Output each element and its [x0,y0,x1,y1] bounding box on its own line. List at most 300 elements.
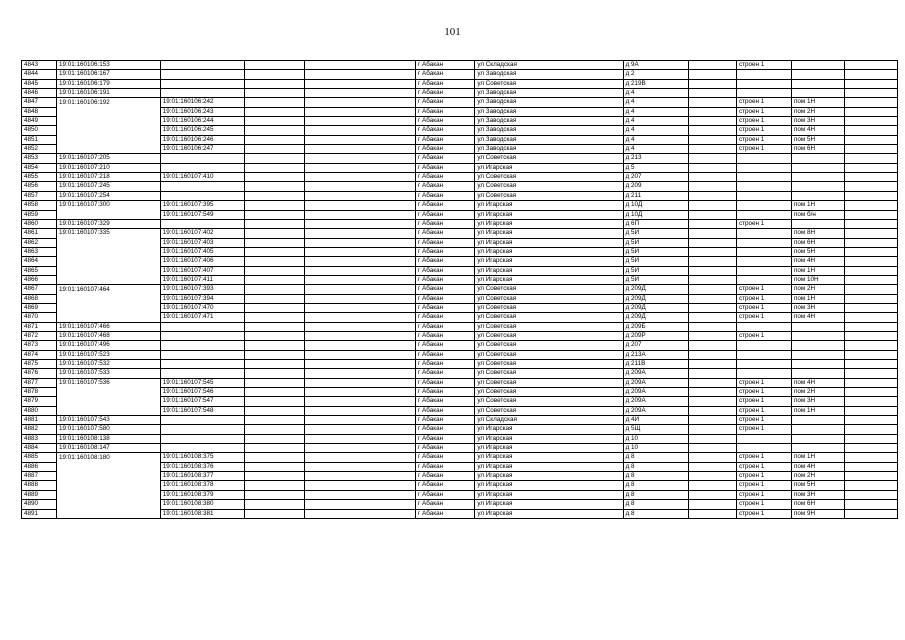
cadastral-number: 19:01:160108:376 [160,462,245,471]
house-cell: д 4И [623,416,689,425]
row-number: 4885 [22,453,57,462]
empty-cell [304,135,415,144]
row-number: 4876 [22,369,57,378]
row-number: 4862 [22,238,57,247]
city-cell: г Абакан [416,117,475,126]
row-number: 4883 [22,434,57,443]
empty-cell [304,313,415,322]
table-row [22,350,898,359]
house-cell: д 10Д [623,210,689,219]
city-cell: г Абакан [416,406,475,415]
table-row [22,79,898,88]
city-cell: г Абакан [416,490,475,499]
empty-cell [689,247,737,256]
row-number: 4870 [22,313,57,322]
empty-cell [689,509,737,518]
empty-cell [844,462,897,471]
city-cell: г Абакан [416,163,475,172]
cadastral-number: 19:01:160107:471 [160,313,245,322]
empty-cell [304,350,415,359]
empty-cell [689,107,737,116]
building-cell: строен 1 [736,98,791,107]
empty-cell [245,397,304,406]
row-number: 4852 [22,145,57,154]
row-number: 4869 [22,303,57,312]
city-cell: г Абакан [416,61,475,70]
city-cell: г Абакан [416,322,475,331]
empty-cell [844,303,897,312]
building-cell [736,322,791,331]
building-cell [736,182,791,191]
empty-cell [844,425,897,434]
table-row [22,89,898,98]
cadastral-number [160,191,245,200]
street-cell: ул Советская [475,154,623,163]
row-number: 4884 [22,444,57,453]
city-cell: г Абакан [416,294,475,303]
empty-cell [304,70,415,79]
building-cell: строен 1 [736,331,791,340]
page-number: 101 [444,26,461,38]
street-cell: ул Заводская [475,98,623,107]
city-cell: г Абакан [416,135,475,144]
city-cell: г Абакан [416,201,475,210]
building-cell: строен 1 [736,107,791,116]
house-cell: д 209Д [623,285,689,294]
table-row [22,509,898,518]
empty-cell [844,322,897,331]
row-number: 4872 [22,331,57,340]
room-cell: пом 2Н [792,472,845,481]
cadastral-number: 19:01:160107:402 [160,229,245,238]
table-row [22,462,898,471]
empty-cell [304,61,415,70]
street-cell: ул Советская [475,182,623,191]
empty-cell [304,79,415,88]
row-number: 4886 [22,462,57,471]
parent-cadastral-number: 19:01:160107:496 [56,341,160,350]
building-cell [736,266,791,275]
empty-cell [689,70,737,79]
house-cell: д 10Д [623,201,689,210]
cadastral-number: 19:01:160107:547 [160,397,245,406]
house-cell: д 8 [623,509,689,518]
building-cell: строен 1 [736,453,791,462]
house-cell: д 213А [623,350,689,359]
empty-cell [844,481,897,490]
table-row [22,341,898,350]
empty-cell [689,98,737,107]
building-cell: строен 1 [736,490,791,499]
parent-cadastral-number [56,238,160,247]
house-cell: д 4 [623,89,689,98]
empty-cell [245,360,304,369]
city-cell: г Абакан [416,238,475,247]
building-cell: строен 1 [736,313,791,322]
empty-cell [304,509,415,518]
table-row [22,331,898,340]
street-cell: ул Советская [475,173,623,182]
table-row [22,126,898,135]
street-cell: ул Заводская [475,145,623,154]
house-cell: д 4 [623,117,689,126]
row-number: 4881 [22,416,57,425]
street-cell: ул Советская [475,406,623,415]
row-number: 4859 [22,210,57,219]
house-cell: д 5И [623,257,689,266]
street-cell: ул Игарская [475,462,623,471]
empty-cell [304,163,415,172]
empty-cell [689,462,737,471]
empty-cell [844,397,897,406]
street-cell: ул Советская [475,388,623,397]
parent-cadastral-number [56,490,160,499]
house-cell: д 5И [623,275,689,284]
building-cell [736,210,791,219]
cadastral-number: 19:01:160108:378 [160,481,245,490]
room-cell: пом 1Н [792,201,845,210]
room-cell: пом 3Н [792,117,845,126]
room-cell [792,219,845,228]
room-cell [792,163,845,172]
table-row [22,182,898,191]
empty-cell [689,285,737,294]
house-cell: д 209А [623,388,689,397]
empty-cell [245,509,304,518]
street-cell: ул Советская [475,331,623,340]
empty-cell [844,509,897,518]
row-number: 4848 [22,107,57,116]
city-cell: г Абакан [416,472,475,481]
building-cell [736,173,791,182]
empty-cell [304,481,415,490]
room-cell: пом 9Н [792,509,845,518]
cadastral-number: 19:01:160107:394 [160,294,245,303]
parent-cadastral-number [56,406,160,415]
empty-cell [304,275,415,284]
empty-cell [304,360,415,369]
cadastral-number: 19:01:160107:407 [160,266,245,275]
house-cell: д 4 [623,107,689,116]
table-row [22,378,898,387]
city-cell: г Абакан [416,173,475,182]
empty-cell [689,219,737,228]
room-cell [792,425,845,434]
table-row [22,425,898,434]
empty-cell [304,434,415,443]
building-cell: строен 1 [736,397,791,406]
parent-cadastral-number [56,275,160,284]
room-cell: пом 6Н [792,145,845,154]
street-cell: ул Игарская [475,201,623,210]
empty-cell [245,453,304,462]
empty-cell [689,434,737,443]
empty-cell [245,416,304,425]
room-cell: пом 6Н [792,500,845,509]
cadastral-number: 19:01:160107:549 [160,210,245,219]
empty-cell [689,266,737,275]
room-cell: пом 1Н [792,294,845,303]
room-cell: пом 2Н [792,388,845,397]
empty-cell [844,219,897,228]
empty-cell [245,98,304,107]
parent-cadastral-number: 19:01:160107:205 [56,154,160,163]
building-cell: строен 1 [736,406,791,415]
row-number: 4873 [22,341,57,350]
street-cell: ул Игарская [475,500,623,509]
room-cell: пом 1Н [792,406,845,415]
empty-cell [304,453,415,462]
table-row [22,285,898,294]
empty-cell [304,425,415,434]
building-cell: строен 1 [736,481,791,490]
table-row [22,322,898,331]
empty-cell [689,117,737,126]
building-cell [736,229,791,238]
cadastral-number: 19:01:160107:405 [160,247,245,256]
building-cell: строен 1 [736,126,791,135]
row-number: 4887 [22,472,57,481]
row-number: 4865 [22,266,57,275]
street-cell: ул Игарская [475,275,623,284]
cadastral-number: 19:01:160108:375 [160,453,245,462]
house-cell: д 209 [623,182,689,191]
empty-cell [689,350,737,359]
parent-cadastral-number: 19:01:160107:464 [56,285,160,294]
building-cell [736,434,791,443]
city-cell: г Абакан [416,313,475,322]
parent-cadastral-number: 19:01:160107:536 [56,378,160,387]
table-row [22,444,898,453]
building-cell [736,360,791,369]
table-row [22,191,898,200]
row-number: 4880 [22,406,57,415]
house-cell: д 8 [623,472,689,481]
street-cell: ул Игарская [475,453,623,462]
empty-cell [844,360,897,369]
city-cell: г Абакан [416,98,475,107]
row-number: 4890 [22,500,57,509]
table-row [22,219,898,228]
parent-cadastral-number: 19:01:160107:218 [56,173,160,182]
empty-cell [844,434,897,443]
empty-cell [844,107,897,116]
room-cell [792,350,845,359]
empty-cell [844,61,897,70]
building-cell: строен 1 [736,117,791,126]
empty-cell [689,238,737,247]
cadastral-number: 19:01:160107:545 [160,378,245,387]
empty-cell [844,229,897,238]
empty-cell [844,145,897,154]
building-cell: строен 1 [736,425,791,434]
empty-cell [689,163,737,172]
empty-cell [304,388,415,397]
empty-cell [245,322,304,331]
building-cell [736,247,791,256]
house-cell: д 213 [623,154,689,163]
parent-cadastral-number [56,462,160,471]
empty-cell [245,229,304,238]
cadastral-number: 19:01:160107:393 [160,285,245,294]
building-cell [736,191,791,200]
house-cell: д 209А [623,406,689,415]
parent-cadastral-number [56,135,160,144]
street-cell: ул Советская [475,397,623,406]
building-cell [736,89,791,98]
room-cell [792,182,845,191]
empty-cell [844,89,897,98]
house-cell: д 9А [623,61,689,70]
room-cell [792,331,845,340]
empty-cell [304,191,415,200]
parent-cadastral-number: 19:01:160107:329 [56,219,160,228]
house-cell: д 5И [623,229,689,238]
empty-cell [245,444,304,453]
row-number: 4853 [22,154,57,163]
row-number: 4844 [22,70,57,79]
empty-cell [304,247,415,256]
empty-cell [304,257,415,266]
row-number: 4847 [22,98,57,107]
parent-cadastral-number [56,117,160,126]
cadastral-number: 19:01:160106:247 [160,145,245,154]
table-row [22,406,898,415]
empty-cell [689,61,737,70]
table-row [22,397,898,406]
empty-cell [844,369,897,378]
empty-cell [844,247,897,256]
city-cell: г Абакан [416,341,475,350]
room-cell: пом 4Н [792,462,845,471]
empty-cell [844,126,897,135]
cadastral-number [160,369,245,378]
city-cell: г Абакан [416,388,475,397]
table-row [22,303,898,312]
house-cell: д 4 [623,98,689,107]
empty-cell [304,322,415,331]
table-row [22,210,898,219]
empty-cell [689,406,737,415]
city-cell: г Абакан [416,444,475,453]
empty-cell [844,275,897,284]
cadastral-number [160,322,245,331]
empty-cell [844,173,897,182]
empty-cell [304,89,415,98]
street-cell: ул Советская [475,360,623,369]
row-number: 4857 [22,191,57,200]
empty-cell [245,490,304,499]
building-cell: строен 1 [736,509,791,518]
empty-cell [245,350,304,359]
parent-cadastral-number: 19:01:160106:153 [56,61,160,70]
empty-cell [304,238,415,247]
row-number: 4879 [22,397,57,406]
empty-cell [304,406,415,415]
empty-cell [245,378,304,387]
parent-cadastral-number: 19:01:160107:580 [56,425,160,434]
empty-cell [689,191,737,200]
parent-cadastral-number: 19:01:160107:210 [56,163,160,172]
empty-cell [304,369,415,378]
cadastral-number [160,350,245,359]
street-cell: ул Игарская [475,210,623,219]
city-cell: г Абакан [416,145,475,154]
building-cell: строен 1 [736,219,791,228]
empty-cell [844,257,897,266]
empty-cell [689,416,737,425]
house-cell: д 5И [623,238,689,247]
row-number: 4867 [22,285,57,294]
empty-cell [304,229,415,238]
empty-cell [245,173,304,182]
room-cell [792,191,845,200]
room-cell: пом 5Н [792,247,845,256]
parent-cadastral-number: 19:01:160107:254 [56,191,160,200]
street-cell: ул Советская [475,294,623,303]
empty-cell [245,219,304,228]
building-cell: строен 1 [736,462,791,471]
cadastral-number: 19:01:160107:403 [160,238,245,247]
house-cell: д 4 [623,145,689,154]
table-row [22,481,898,490]
row-number: 4877 [22,378,57,387]
empty-cell [245,182,304,191]
room-cell: пом 6Н [792,238,845,247]
building-cell: строен 1 [736,285,791,294]
cadastral-number: 19:01:160107:411 [160,275,245,284]
cadastral-number [160,89,245,98]
parent-cadastral-number [56,472,160,481]
city-cell: г Абакан [416,219,475,228]
empty-cell [245,201,304,210]
street-cell: ул Игарская [475,219,623,228]
house-cell: д 5И [623,266,689,275]
empty-cell [844,182,897,191]
empty-cell [689,201,737,210]
room-cell: пом 3Н [792,397,845,406]
empty-cell [304,210,415,219]
empty-cell [245,275,304,284]
parent-cadastral-number [56,388,160,397]
empty-cell [304,303,415,312]
empty-cell [304,219,415,228]
building-cell [736,154,791,163]
building-cell [736,201,791,210]
empty-cell [844,238,897,247]
empty-cell [245,79,304,88]
empty-cell [245,406,304,415]
city-cell: г Абакан [416,481,475,490]
empty-cell [689,135,737,144]
empty-cell [844,341,897,350]
empty-cell [304,117,415,126]
building-cell: строен 1 [736,303,791,312]
city-cell: г Абакан [416,500,475,509]
empty-cell [245,285,304,294]
house-cell: д 2 [623,70,689,79]
table-row [22,434,898,443]
street-cell: ул Игарская [475,266,623,275]
empty-cell [245,294,304,303]
empty-cell [689,360,737,369]
cadastral-number: 19:01:160107:395 [160,201,245,210]
row-number: 4882 [22,425,57,434]
cadastral-number: 19:01:160106:245 [160,126,245,135]
parent-cadastral-number [56,126,160,135]
cadastral-number [160,61,245,70]
room-cell: пом 10Н [792,275,845,284]
